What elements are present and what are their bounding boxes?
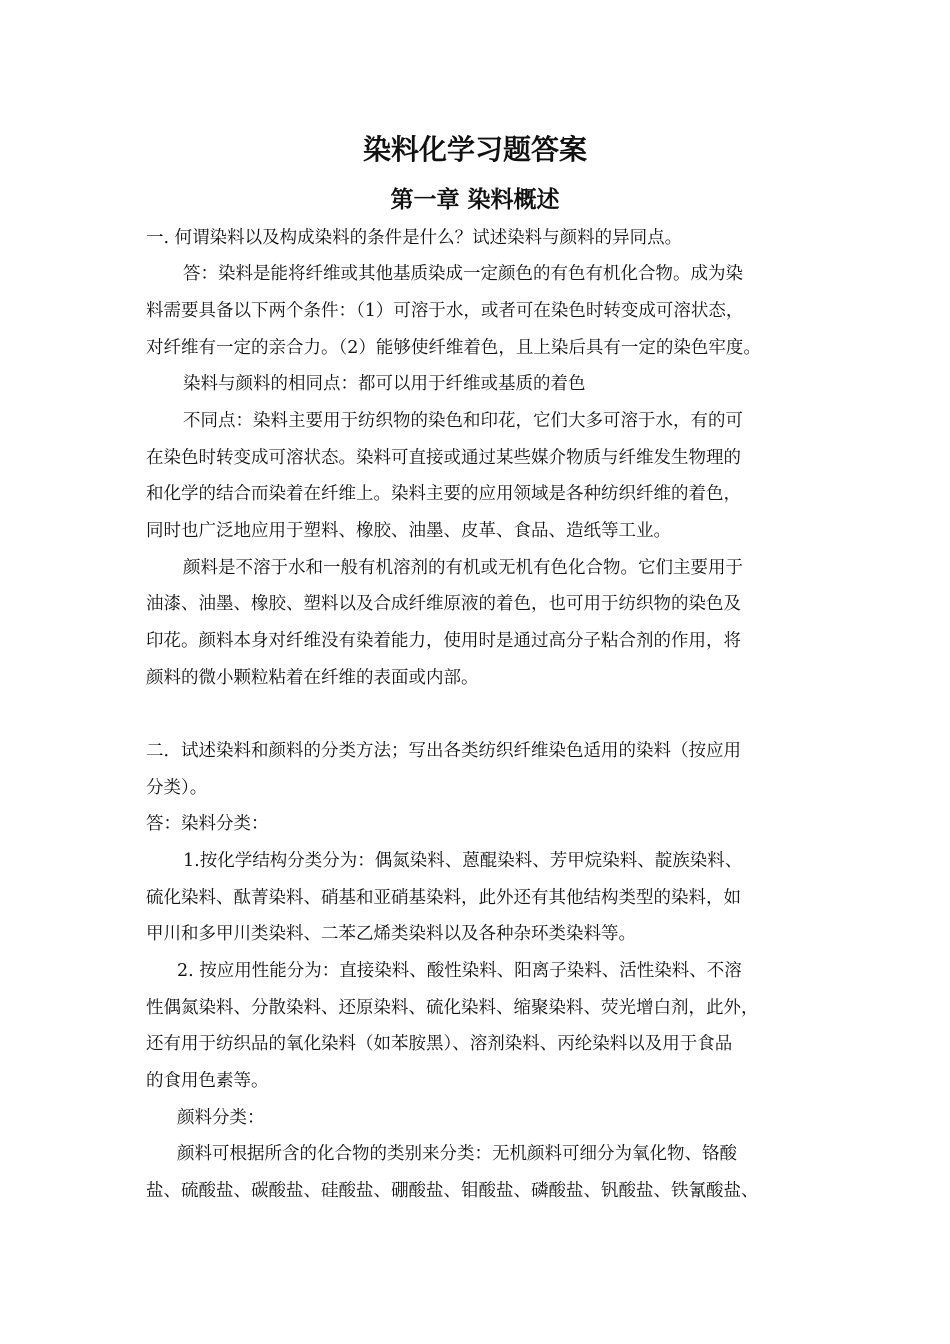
chapter-title: 第一章 染料概述	[390, 186, 560, 213]
paragraph-line: 和化学的结合而染着在纤维上。染料主要的应用领域是各种纺织纤维的着色，	[146, 484, 741, 504]
paragraph-line: 性偶氮染料、分散染料、还原染料、硫化染料、缩聚染料、荧光增白剂，此外，	[146, 998, 759, 1018]
paragraph-line: 还有用于纺织品的氧化染料（如苯胺黑）、溶剂染料、丙纶染料以及用于食品	[146, 1034, 733, 1054]
paragraph-line: 印花。颜料本身对纤维没有染着能力，使用时是通过高分子粘合剂的作用，将	[146, 631, 741, 651]
paragraph-line: 答：染料是能将纤维或其他基质染成一定颜色的有色有机化合物。成为染	[183, 264, 743, 284]
answer-heading: 答：染料分类：	[146, 814, 269, 834]
paragraph-line: 硫化染料、酞菁染料、硝基和亚硝基染料，此外还有其他结构类型的染料，如	[146, 888, 741, 908]
paragraph-line: 料需要具备以下两个条件：（1）可溶于水，或者可在染色时转变成可溶状态，	[146, 301, 744, 321]
paragraph-line: 颜料是不溶于水和一般有机溶剂的有机或无机有色化合物。它们主要用于	[183, 558, 743, 578]
question-1: 一. 何谓染料以及构成染料的条件是什么？试述染料与颜料的异同点。	[146, 228, 683, 248]
paragraph-line: 2. 按应用性能分为：直接染料、酸性染料、阳离子染料、活性染料、不溶	[177, 961, 742, 981]
paragraph-line: 同时也广泛地应用于塑料、橡胶、油墨、皮革、食品、造纸等工业。	[146, 521, 671, 541]
paragraph-line: 1.按化学结构分类分为：偶氮染料、蒽醌染料、芳甲烷染料、靛族染料、	[183, 851, 743, 871]
document-title: 染料化学习题答案	[362, 133, 587, 166]
question-2: 二．试述染料和颜料的分类方法；写出各类纺织纤维染色适用的染料（按应用	[146, 741, 741, 761]
paragraph-line: 染料与颜料的相同点：都可以用于纤维或基质的着色	[183, 374, 586, 394]
paragraph-line: 油漆、油墨、橡胶、塑料以及合成纤维原液的着色，也可用于纺织物的染色及	[146, 594, 741, 614]
paragraph-line: 盐、硫酸盐、碳酸盐、硅酸盐、硼酸盐、钼酸盐、磷酸盐、钒酸盐、铁氰酸盐、	[146, 1181, 759, 1201]
paragraph-line: 对纤维有一定的亲合力。（2）能够使纤维着色，且上染后具有一定的染色牢度。	[146, 338, 761, 358]
paragraph-line: 不同点：染料主要用于纺织物的染色和印花，它们大多可溶于水，有的可	[183, 411, 743, 431]
paragraph-line: 颜料可根据所含的化合物的类别来分类：无机颜料可细分为氧化物、铬酸	[177, 1144, 737, 1164]
paragraph-line: 分类）。	[146, 778, 208, 798]
paragraph-line: 甲川和多甲川类染料、二苯乙烯类染料以及各种杂环类染料等。	[146, 924, 636, 944]
paragraph-line: 的食用色素等。	[146, 1071, 269, 1091]
paragraph-line: 在染色时转变成可溶状态。染料可直接或通过某些媒介物质与纤维发生物理的	[146, 448, 741, 468]
paragraph-line: 颜料的微小颗粒粘着在纤维的表面或内部。	[146, 668, 479, 688]
pigment-heading: 颜料分类：	[177, 1108, 265, 1128]
